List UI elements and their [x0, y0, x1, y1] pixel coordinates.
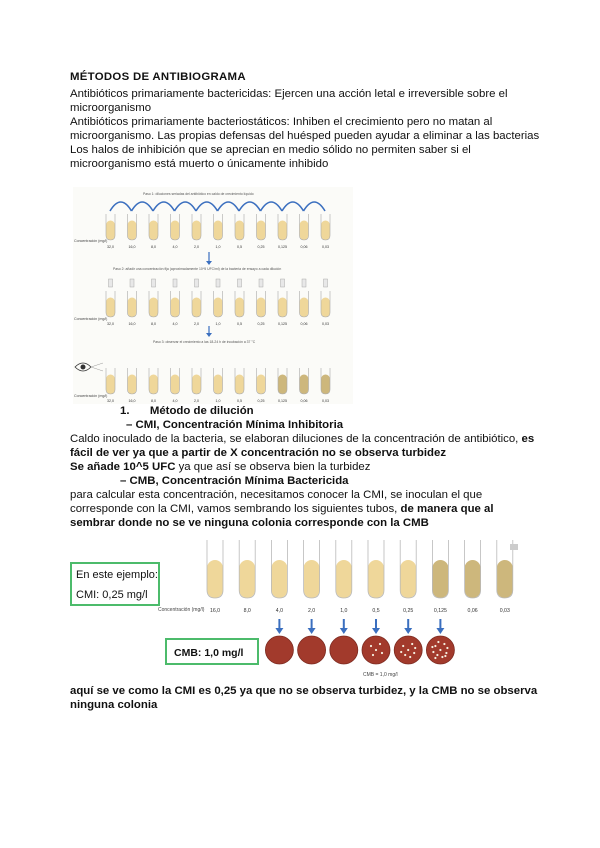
tube-concentration: 0,5: [372, 608, 380, 614]
cmb-figure: [70, 536, 530, 679]
method-section: [70, 404, 540, 530]
fig2-conc-label: Concentración (mg/l): [158, 607, 205, 613]
colony: [441, 656, 443, 658]
tube-concentration: 0,03: [322, 322, 329, 326]
ufc-text: Se añade 10^5 UFC ya que así se observa bien la turbidez: [70, 461, 371, 473]
tube-concentration: 0,25: [257, 399, 265, 403]
colony: [445, 652, 447, 654]
tube-concentration: 16,0: [128, 245, 136, 249]
broth: [300, 298, 309, 318]
fig1-step1: Paso 1: diluciones seriadas del antibiótico en caldo de crecimiento líquido: [143, 192, 254, 196]
agar-plate: [298, 636, 326, 664]
agar-plate: [426, 636, 454, 664]
colony: [375, 649, 377, 651]
broth: [278, 298, 287, 318]
tube-concentration: 0,25: [257, 322, 265, 326]
colony: [434, 657, 436, 659]
colony: [414, 647, 416, 649]
broth: [128, 375, 137, 395]
broth: [304, 560, 320, 598]
broth: [300, 221, 309, 241]
colony: [432, 651, 434, 653]
broth: [336, 560, 352, 598]
intro-block: [70, 87, 540, 171]
tube-concentration: 0,06: [300, 245, 308, 249]
broth: [271, 560, 287, 598]
tube-concentration: 4,0: [275, 608, 284, 614]
broth: [192, 298, 201, 318]
fig1-step3: Paso 3: observar el crecimiento a las 18-24 h de incubación a 37 °C: [153, 340, 256, 344]
colony: [407, 649, 409, 651]
colony: [437, 641, 439, 643]
pipette-tip-icon: [152, 279, 156, 287]
cmb-caption: CMB = 1,0 mg/l: [363, 672, 398, 678]
colony: [400, 651, 402, 653]
broth: [207, 560, 223, 598]
broth: [257, 375, 266, 395]
tube-concentration: 4,0: [172, 245, 178, 249]
colony: [431, 646, 433, 648]
pipette-tip-icon: [302, 279, 306, 287]
broth: [497, 560, 513, 598]
broth: [368, 560, 384, 598]
broth: [214, 298, 223, 318]
broth: [128, 298, 137, 318]
tube-concentration: 0,06: [300, 399, 308, 403]
tube-concentration: 1,0: [215, 245, 221, 249]
broth: [432, 560, 448, 598]
section-number: 1.: [120, 405, 130, 417]
broth: [149, 375, 158, 395]
broth: [106, 375, 115, 395]
dilution-figure: [73, 187, 353, 404]
colony: [409, 656, 411, 658]
pipette-tip-icon: [195, 279, 199, 287]
broth: [321, 298, 330, 318]
conclusion: aquí se ve como la CMI es 0,25 ya que no se observa turbidez, y la CMB no se observa ninguna colonia: [70, 685, 538, 711]
tube-concentration: 0,125: [278, 399, 287, 403]
tube-concentration: 32,0: [107, 245, 114, 249]
fig1-step2: Paso 2: añadir una concentración fija (aproximadamente 10^5 UFC/ml) de la bacteria de ensayo a cada dilución: [113, 267, 282, 271]
fig1-conc-label-1: Concentración (mg/l): [74, 239, 108, 243]
colony: [443, 643, 445, 645]
tube-concentration: 0,5: [237, 245, 242, 249]
broth: [106, 298, 115, 318]
tube-concentration: 8,0: [151, 245, 156, 249]
tube-concentration: 4,0: [172, 399, 178, 403]
broth: [214, 221, 223, 241]
broth: [235, 298, 244, 318]
broth: [128, 221, 137, 241]
corner-mark: [510, 544, 518, 550]
broth: [257, 298, 266, 318]
colony: [444, 655, 446, 657]
tube-concentration: 1,0: [340, 608, 348, 614]
pipette-tip-icon: [238, 279, 242, 287]
colony: [404, 654, 406, 656]
broth: [321, 375, 330, 395]
broth: [465, 560, 481, 598]
cmi-title: – CMI, Concentración Mínima Inhibitoria: [126, 419, 344, 431]
tube-concentration: 0,06: [467, 608, 478, 614]
pipette-tip-icon: [130, 279, 134, 287]
colony: [402, 645, 404, 647]
cmi-text: Caldo inoculado de la bacteria, se elaboran diluciones de la concentración de antibiótico, es fácil de ver ya que a partir de X concentración no se observa turbidez: [70, 433, 535, 459]
broth: [214, 375, 223, 395]
tube-concentration: 16,0: [128, 322, 136, 326]
pipette-tip-icon: [324, 279, 328, 287]
example-line-1: En este ejemplo:: [76, 569, 158, 581]
broth: [239, 560, 255, 598]
pipette-tip-icon: [259, 279, 263, 287]
section-title: Método de dilución: [149, 405, 254, 417]
broth: [149, 298, 158, 318]
tube-concentration: 16,0: [209, 608, 221, 614]
colony: [370, 645, 372, 647]
broth: [171, 221, 180, 241]
example-line-2: CMI: 0,25 mg/l: [76, 589, 148, 601]
broth: [192, 221, 201, 241]
agar-plate: [330, 636, 358, 664]
tube-concentration: 0,125: [433, 608, 447, 614]
tube-concentration: 0,25: [257, 245, 265, 249]
intro-halos: Los halos de inhibición que se aprecian en medio sólido no permiten saber si el microorganismo está muerto o únicamente inhibido: [70, 144, 471, 170]
colony: [446, 647, 448, 649]
page-title: MÉTODOS DE ANTIBIOGRAMA: [70, 71, 246, 83]
tube-concentration: 16,0: [128, 399, 136, 403]
tube-concentration: 1,0: [215, 322, 221, 326]
cmb-box-text: CMB: 1,0 mg/l: [174, 647, 244, 659]
colony: [381, 652, 383, 654]
cmb-title: – CMB, Concentración Mínima Bactericida: [120, 475, 349, 487]
colony: [434, 645, 436, 647]
colony: [439, 649, 441, 651]
colony: [413, 652, 415, 654]
tube-concentration: 0,03: [322, 245, 329, 249]
tube-concentration: 2,0: [194, 245, 199, 249]
tube-concentration: 0,25: [403, 608, 414, 614]
broth: [192, 375, 201, 395]
agar-plate: [362, 636, 390, 664]
agar-plate: [394, 636, 422, 664]
tube-concentration: 2,0: [194, 322, 199, 326]
tube-concentration: 32,0: [107, 322, 114, 326]
colony: [372, 654, 374, 656]
broth: [149, 221, 158, 241]
intro-bactericidas: Antibióticos primariamente bactericidas: Ejercen una acción letal e irreversible sobre el microorganismo: [70, 88, 508, 114]
broth: [257, 221, 266, 241]
tube-concentration: 2,0: [307, 608, 316, 614]
intro-bacteriostaticos: Antibióticos primariamente bacteriostáticos: Inhiben el crecimiento pero no matan al microorganismo. Las propias defensas del huésped pueden ayudar a eliminar a las bacterias: [70, 116, 540, 142]
tube-concentration: 8,0: [151, 399, 156, 403]
fig1-conc-label-2: Concentración (mg/l): [74, 317, 108, 321]
fig1-conc-label-3: Concentración (mg/l): [74, 394, 108, 398]
tube-concentration: 0,5: [237, 399, 242, 403]
tube-concentration: 0,125: [278, 322, 287, 326]
broth: [235, 375, 244, 395]
broth: [106, 221, 115, 241]
tube-concentration: 0,06: [300, 322, 308, 326]
colony: [379, 643, 381, 645]
broth: [400, 560, 416, 598]
broth: [171, 298, 180, 318]
broth: [171, 375, 180, 395]
pipette-tip-icon: [109, 279, 113, 287]
tube-concentration: 0,125: [278, 245, 287, 249]
tube-concentration: 0,03: [499, 608, 510, 614]
tube-concentration: 32,0: [107, 399, 114, 403]
broth: [278, 375, 287, 395]
tube-concentration: 0,03: [322, 399, 329, 403]
colony: [436, 654, 438, 656]
agar-plate: [265, 636, 293, 664]
pipette-tip-icon: [173, 279, 177, 287]
cmb-text: para calcular esta concentración, necesitamos conocer la CMI, se inoculan el que corresponde con la CMI, vamos sembrando los siguientes tubos, de manera que al sembrar donde no se ve ninguna colonia corresponde con la CMB: [70, 489, 494, 529]
tube-concentration: 1,0: [215, 399, 221, 403]
tube-concentration: 8,0: [151, 322, 156, 326]
tube-concentration: 2,0: [194, 399, 199, 403]
tube-concentration: 8,0: [243, 608, 251, 614]
tube-concentration: 0,5: [237, 322, 242, 326]
pipette-tip-icon: [281, 279, 285, 287]
broth: [321, 221, 330, 241]
broth: [278, 221, 287, 241]
broth: [300, 375, 309, 395]
tube-concentration: 4,0: [172, 322, 178, 326]
pipette-tip-icon: [216, 279, 220, 287]
broth: [235, 221, 244, 241]
colony: [411, 643, 413, 645]
